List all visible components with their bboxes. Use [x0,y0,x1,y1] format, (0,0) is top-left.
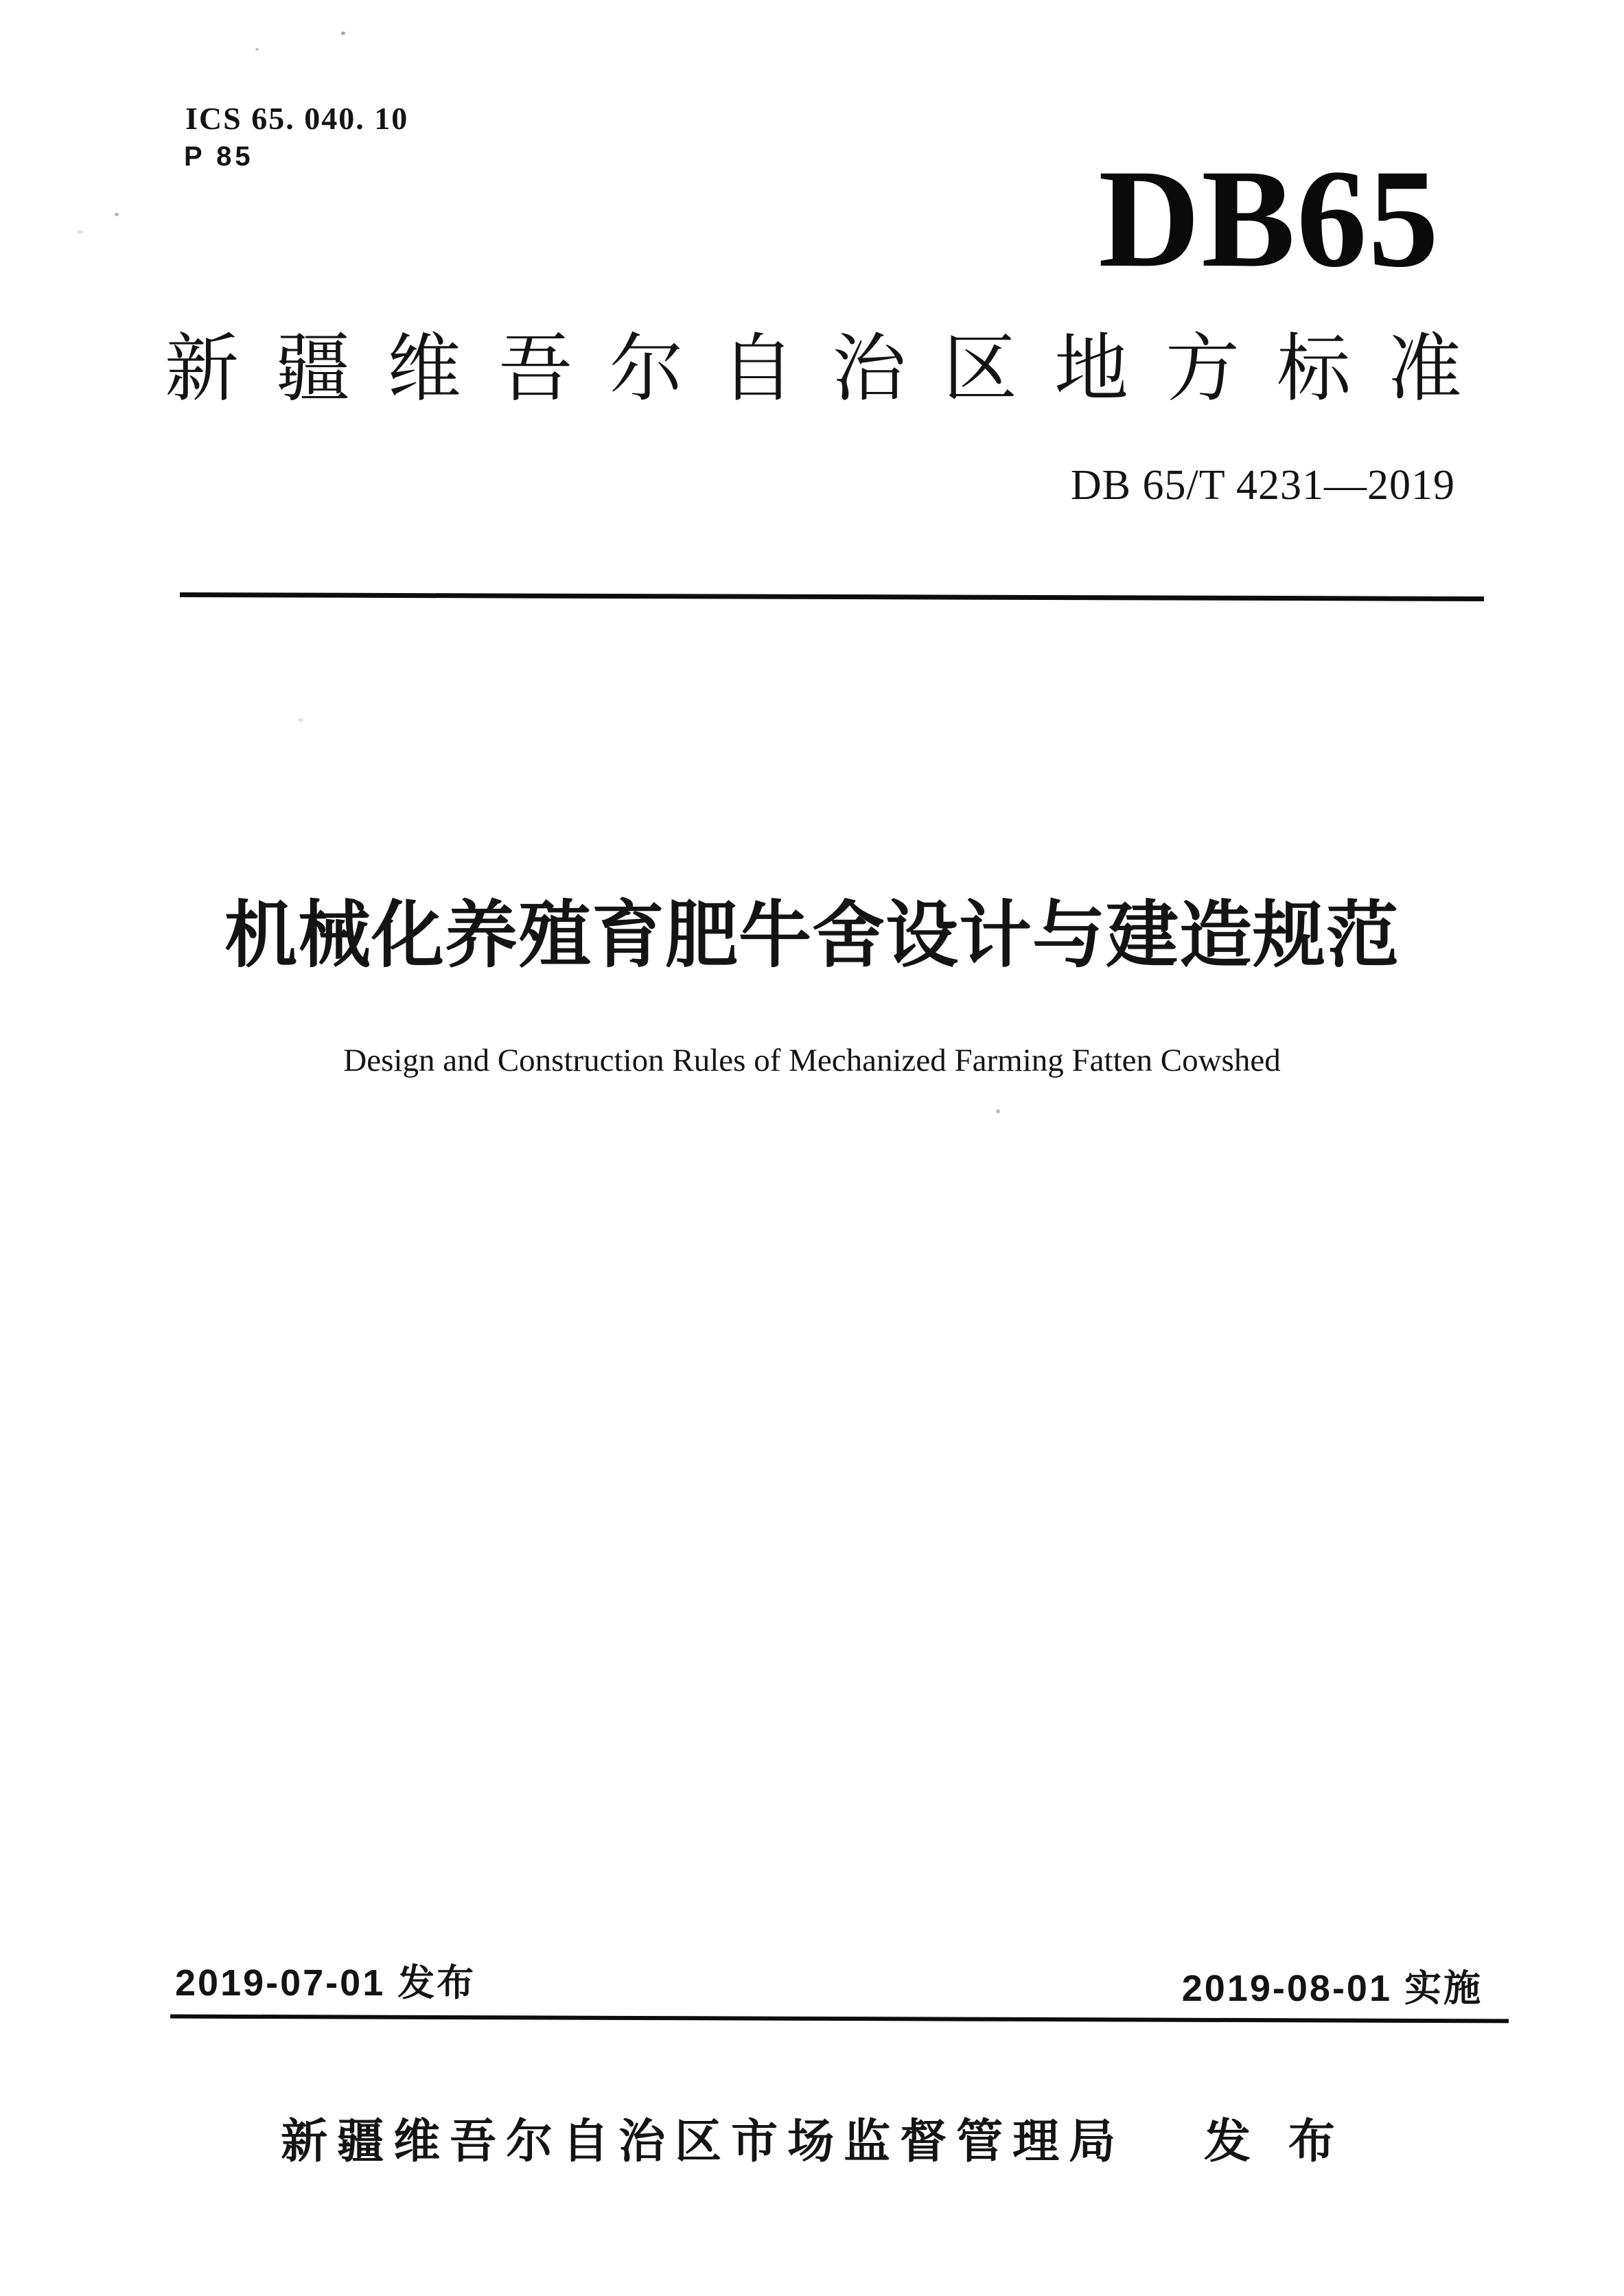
document-title-english: Design and Construction Rules of Mechanized Farming Fatten Cowshed [343,1043,1281,1078]
header-divider-rule [180,592,1484,601]
issue-date-label: 2019-07-01 发布 [175,1962,476,2004]
publisher-action-label: 发 布 [1204,2115,1343,2168]
scan-speck [78,231,83,233]
scan-speck [341,32,345,35]
scan-speck [298,718,303,722]
standard-name-heading: 新疆维吾尔自治区地方标准 [165,327,1500,410]
publisher-name: 新疆维吾尔自治区市场监督管理局 [281,2115,1126,2168]
scan-speck [255,48,259,51]
p-classification-code: P 85 [184,141,254,172]
ics-code: ICS 65. 040. 10 [185,101,409,136]
scan-speck [996,1109,1000,1113]
publisher-row [12,2115,1612,2168]
footer-divider-rule [170,2015,1509,2024]
scan-speck [115,213,119,216]
implement-date-label: 2019-08-01 实施 [1181,1968,1483,2009]
document-title-chinese: 机械化养殖育肥牛舍设计与建造规范 [224,895,1400,976]
standard-number: DB 65/T 4231—2019 [1070,462,1455,509]
db65-logo: DB65 [1098,141,1440,297]
